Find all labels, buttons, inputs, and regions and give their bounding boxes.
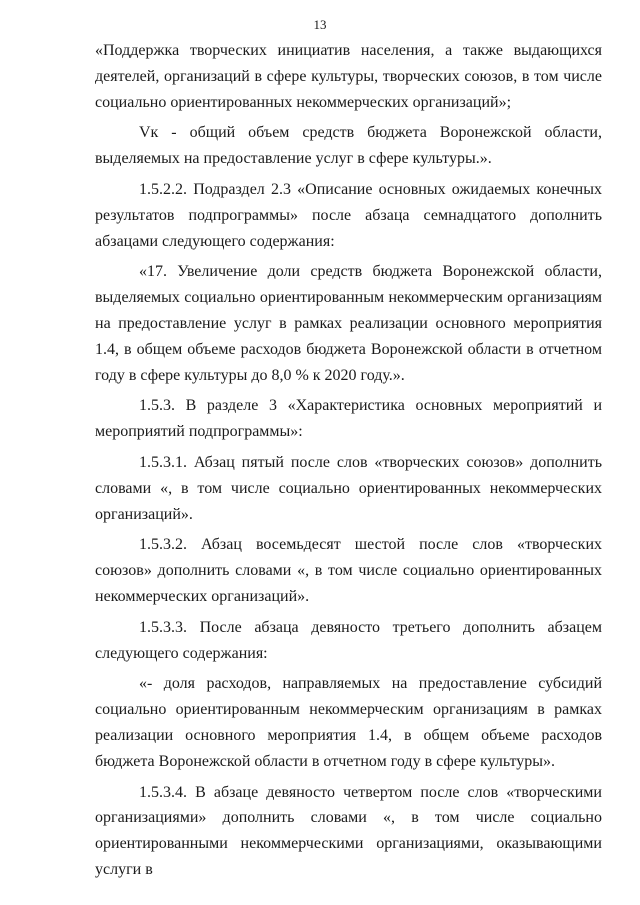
paragraph-vk-definition: Vк - общий объем средств бюджета Воронежской области, выделяемых на предоставление услуг в сфере культуры.». xyxy=(95,124,602,168)
paragraph-1-5-3-2: 1.5.3.2. Абзац восемьдесят шестой после слов «творческих союзов» дополнить словами «, в том числе социально ориентированных некоммерческих организаций». xyxy=(95,536,602,605)
page-number: 13 xyxy=(313,17,327,32)
paragraph-quote-continuation: «Поддержка творческих инициатив населения, а также выдающихся деятелей, организаций в сфере культуры, творческих союзов, в том числе социально ориентированных некоммерческих организаций»; xyxy=(95,42,602,111)
paragraph-1-5-3-1: 1.5.3.1. Абзац пятый после слов «творческих союзов» дополнить словами «, в том числе социально ориентированных некоммерческих организаций». xyxy=(95,453,602,523)
paragraph-1-5-3-3: 1.5.3.3. После абзаца девяносто третьего дополнить абзацем следующего содержания: xyxy=(95,618,602,662)
paragraph-1-5-2-2: 1.5.2.2. Подраздел 2.3 «Описание основных ожидаемых конечных результатов подпрограммы» после абзаца семнадцатого дополнить абзацами следующего содержания: xyxy=(95,180,602,250)
paragraph-1-5-3-4: 1.5.3.4. В абзаце девяносто четвертом после слов «творческими организациями» дополнить словами «, в том числе социально ориентированными некоммерческими организациями, оказывающими услуги в xyxy=(95,783,602,878)
document-body xyxy=(95,38,602,883)
paragraph-item-17: «17. Увеличение доли средств бюджета Воронежской области, выделяемых социально ориентированным некоммерческим организациям на предоставление услуг в рамках реализации основного мероприятия 1.4, в общем объеме расходов бюджета Воронежской области в отчетном году в сфере культуры до 8,0 % к 2020 году.». xyxy=(95,263,602,384)
paragraph-expense-share: «- доля расходов, направляемых на предоставление субсидий социально ориентированным некоммерческим организациям в рамках реализации основного мероприятия 1.4, в общем объеме расходов бюджета Воронежской области в отчетном году в сфере культуры». xyxy=(95,675,602,770)
paragraph-1-5-3: 1.5.3. В разделе 3 «Характеристика основных мероприятий и мероприятий подпрограммы»: xyxy=(95,397,602,441)
